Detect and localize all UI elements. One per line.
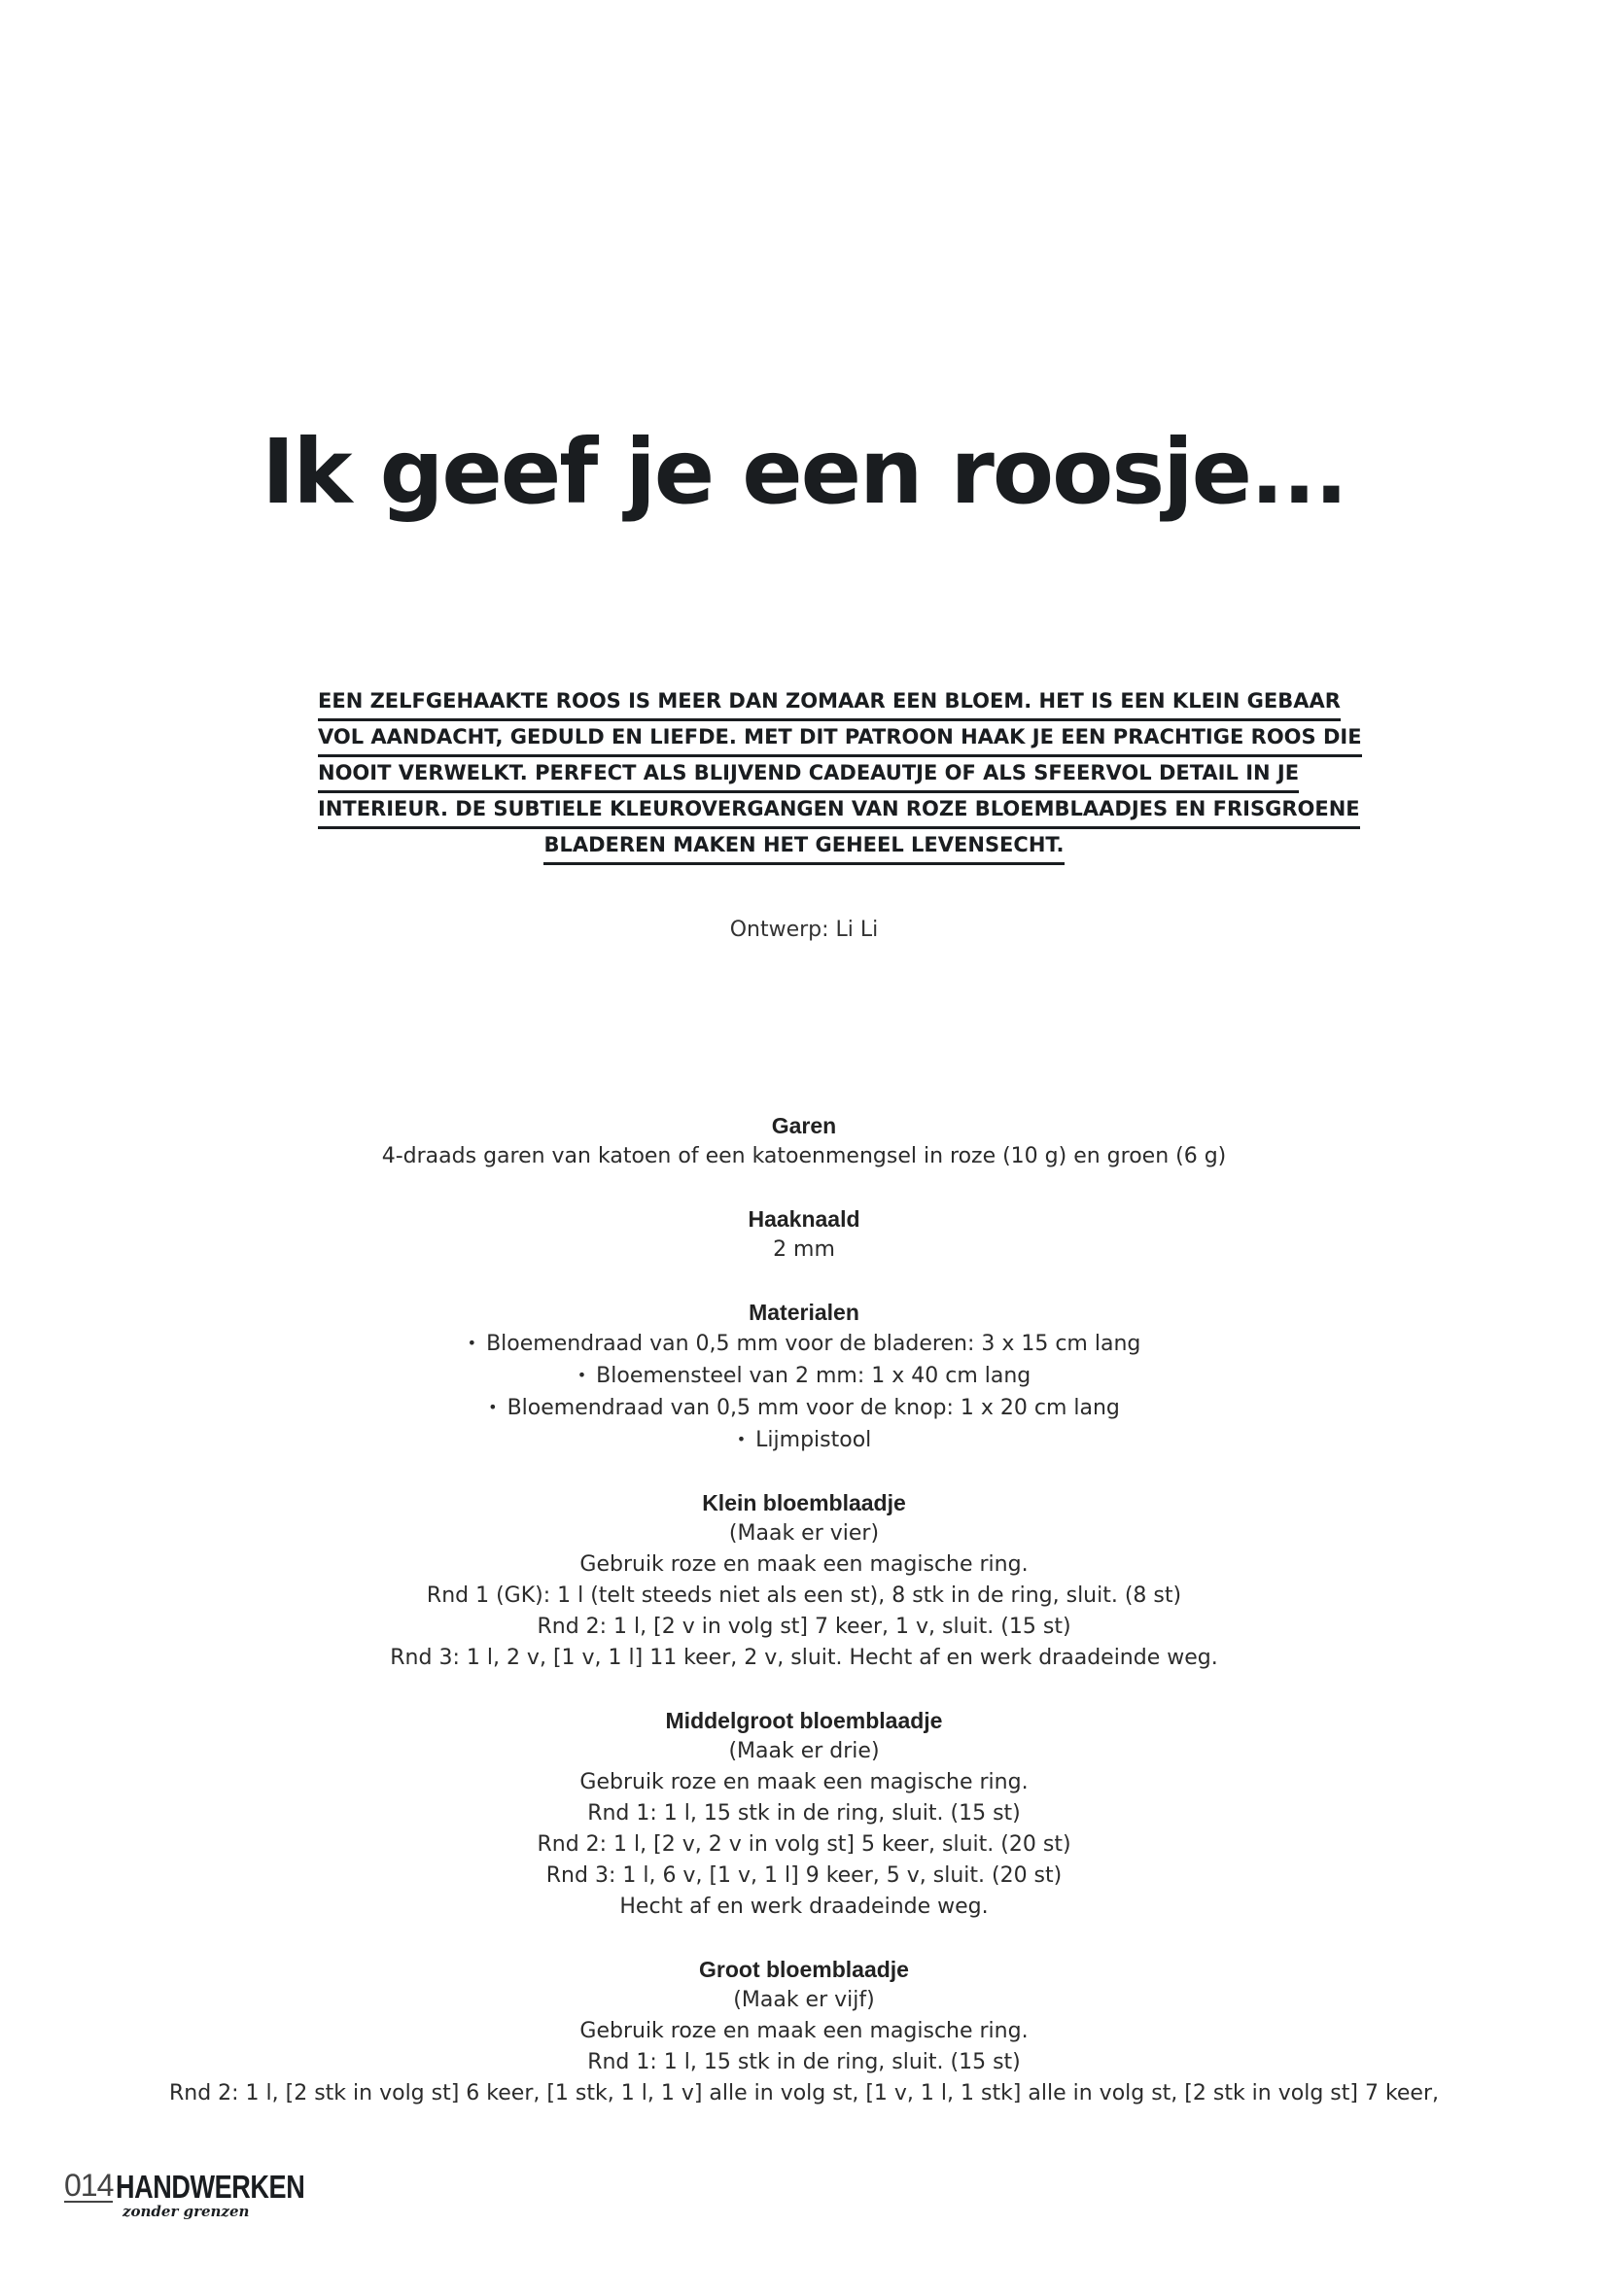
bullet-icon: • [467, 1334, 477, 1352]
designer-credit: Ontwerp: Li Li [729, 918, 879, 942]
section-medium-petal [0, 1705, 1608, 1923]
magazine-tagline: zonder grenzen [122, 2203, 250, 2220]
body-line: Hecht af en werk draadeinde weg. [619, 1895, 989, 1919]
body-line: Rnd 1: 1 l, 15 stk in de ring, sluit. (15 st) [587, 1801, 1021, 1826]
body-line: (Maak er vier) [728, 1521, 880, 1546]
bullet-icon: • [736, 1430, 747, 1448]
section-small-petal [0, 1487, 1608, 1674]
intro-line: BLADEREN MAKEN HET GEHEEL LEVENSECHT. [543, 829, 1064, 865]
section-heading: Middelgroot bloemblaadje [665, 1708, 943, 1733]
body-line: Rnd 3: 1 l, 2 v, [1 v, 1 l] 11 keer, 2 v, sluit. Hecht af en werk draadeinde weg. [390, 1646, 1218, 1670]
bullet-text: Bloemendraad van 0,5 mm voor de bladeren: 3 x 15 cm lang [486, 1332, 1141, 1356]
page-title: Ik geef je een roosje... [262, 420, 1346, 524]
body-line: 2 mm [773, 1237, 835, 1262]
bullet-item [0, 1424, 1608, 1456]
body-line: Rnd 1: 1 l, 15 stk in de ring, sluit. (15 st) [587, 2050, 1021, 2074]
intro-line: EEN ZELFGEHAAKTE ROOS IS MEER DAN ZOMAAR EEN BLOEM. HET IS EEN KLEIN GEBAAR [318, 685, 1341, 721]
page-number: 014 [64, 2168, 114, 2203]
bullet-icon: • [488, 1398, 498, 1416]
section-heading: Materialen [749, 1300, 859, 1325]
intro-line: NOOIT VERWELKT. PERFECT ALS BLIJVEND CADEAUTJE OF ALS SFEERVOL DETAIL IN JE [318, 757, 1299, 793]
magazine-brand: HANDWERKEN [116, 2169, 305, 2205]
section-heading: Haaknaald [748, 1206, 860, 1232]
intro-paragraph [318, 685, 1362, 865]
page-footer [64, 2170, 356, 2238]
intro-line: VOL AANDACHT, GEDULD EN LIEFDE. MET DIT PATROON HAAK JE EEN PRACHTIGE ROOS DIE [318, 721, 1362, 757]
bullet-item [0, 1360, 1608, 1392]
footer-logo [64, 2170, 356, 2203]
bullet-item [0, 1328, 1608, 1360]
body-line: 4-draads garen van katoen of een katoenmengsel in roze (10 g) en groen (6 g) [381, 1144, 1227, 1168]
bullet-text: Bloemendraad van 0,5 mm voor de knop: 1 x 20 cm lang [507, 1396, 1120, 1420]
body-line: Gebruik roze en maak een magische ring. [579, 1770, 1029, 1794]
body-line: Gebruik roze en maak een magische ring. [579, 1552, 1029, 1577]
body-line: Rnd 2: 1 l, [2 v in volg st] 7 keer, 1 v, sluit. (15 st) [537, 1615, 1071, 1639]
intro-line: INTERIEUR. DE SUBTIELE KLEUROVERGANGEN VAN ROZE BLOEMBLAADJES EN FRISGROENE [318, 793, 1360, 829]
pattern-content [0, 1110, 1608, 2140]
bullet-text: Bloemensteel van 2 mm: 1 x 40 cm lang [596, 1364, 1031, 1388]
body-line: Rnd 3: 1 l, 6 v, [1 v, 1 l] 9 keer, 5 v, sluit. (20 st) [545, 1863, 1063, 1888]
bullet-icon: • [577, 1366, 587, 1384]
body-line: Rnd 2: 1 l, [2 v, 2 v in volg st] 5 keer, sluit. (20 st) [537, 1832, 1071, 1857]
body-line: (Maak er drie) [728, 1739, 880, 1763]
body-line: (Maak er vijf) [733, 1988, 875, 2012]
section-heading: Garen [771, 1113, 837, 1138]
section-hook [0, 1203, 1608, 1266]
section-heading: Groot bloemblaadje [699, 1957, 909, 1982]
body-line: Rnd 2: 1 l, [2 stk in volg st] 6 keer, [1 stk, 1 l, 1 v] alle in volg st, [1 v, 1 l, 1 stk] alle in volg st, [2 stk in volg st] 7 keer, [168, 2081, 1440, 2105]
body-line: Rnd 1 (GK): 1 l (telt steeds niet als een st), 8 stk in de ring, sluit. (8 st) [426, 1583, 1182, 1608]
section-materials [0, 1297, 1608, 1456]
body-line: Gebruik roze en maak een magische ring. [579, 2019, 1029, 2043]
section-large-petal [0, 1954, 1608, 2109]
section-heading: Klein bloemblaadje [702, 1490, 906, 1515]
section-yarn [0, 1110, 1608, 1172]
bullet-text: Lijmpistool [755, 1428, 872, 1452]
bullet-item [0, 1392, 1608, 1424]
